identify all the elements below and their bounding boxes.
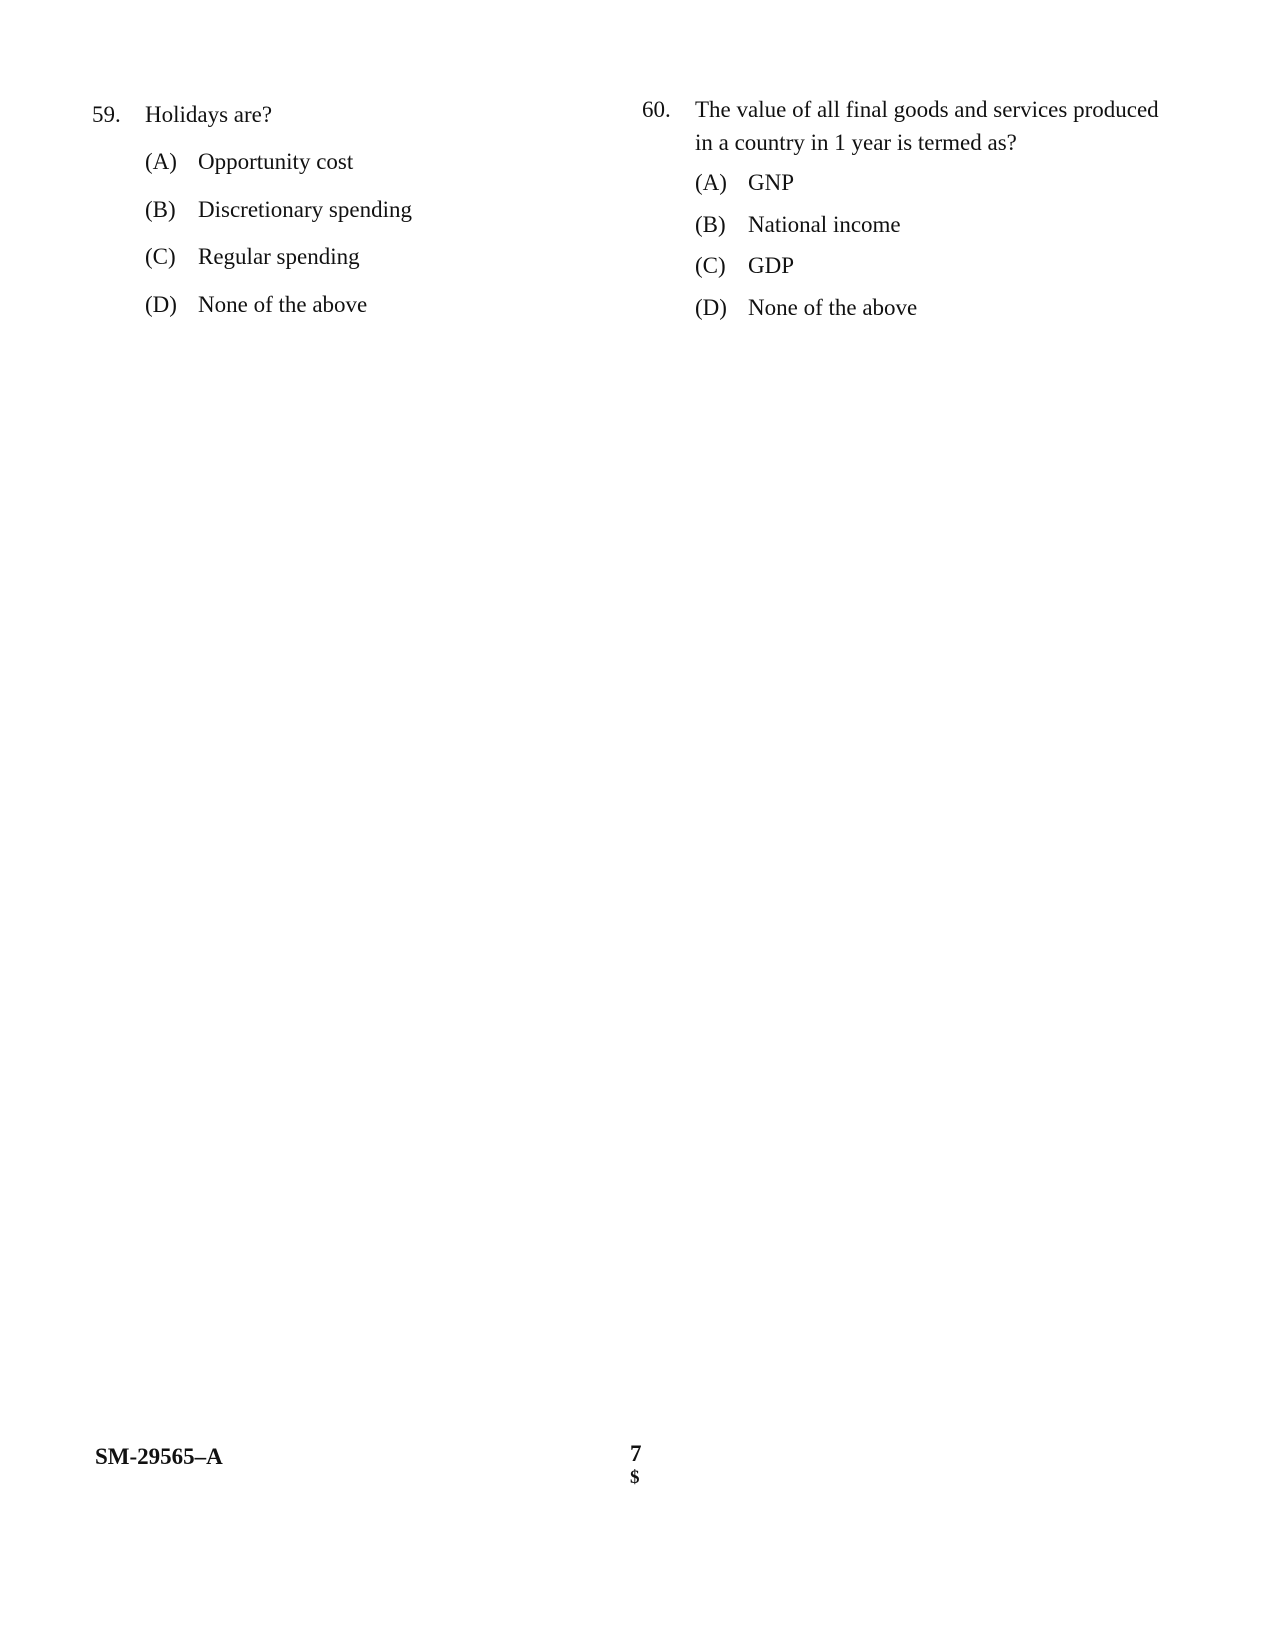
booklet-code: SM-29565–A <box>95 1444 223 1469</box>
question-text-line-2: in a country in 1 year is termed as? <box>695 130 1017 155</box>
option-text: GDP <box>748 253 795 278</box>
option-c <box>695 249 1182 291</box>
option-c <box>145 240 562 288</box>
question-text-line-1: The value of all final goods and services produced <box>695 97 1159 122</box>
option-letter: (B) <box>695 211 726 237</box>
question-text <box>695 93 1182 159</box>
option-a <box>145 145 562 193</box>
option-d <box>145 288 562 336</box>
option-text: Opportunity cost <box>198 149 354 174</box>
option-text: National income <box>748 211 901 237</box>
question-number: 60. <box>642 97 671 122</box>
option-d <box>695 291 1182 333</box>
options-list <box>145 145 562 335</box>
option-text: Discretionary spending <box>198 196 412 222</box>
option-b <box>695 208 1182 250</box>
question-59 <box>92 98 562 335</box>
option-letter: (C) <box>145 244 176 269</box>
option-letter: (A) <box>145 149 177 174</box>
option-letter: (B) <box>145 196 176 222</box>
option-text: None of the above <box>198 291 368 317</box>
option-letter: (A) <box>695 170 727 195</box>
question-60 <box>642 93 1182 332</box>
question-header <box>92 98 562 131</box>
question-text: Holidays are? <box>145 102 273 127</box>
option-a <box>695 166 1182 208</box>
option-letter: (C) <box>695 253 726 278</box>
question-header <box>642 93 1182 159</box>
option-text: None of the above <box>748 294 918 320</box>
option-letter: (D) <box>695 294 727 320</box>
option-b <box>145 193 562 241</box>
question-number: 59. <box>92 102 121 127</box>
option-text: Regular spending <box>198 244 360 269</box>
options-list <box>695 166 1182 332</box>
page-number: 7 <box>630 1441 642 1466</box>
option-text: GNP <box>748 170 795 195</box>
option-letter: (D) <box>145 291 177 317</box>
page-mark: $ <box>630 1467 640 1488</box>
